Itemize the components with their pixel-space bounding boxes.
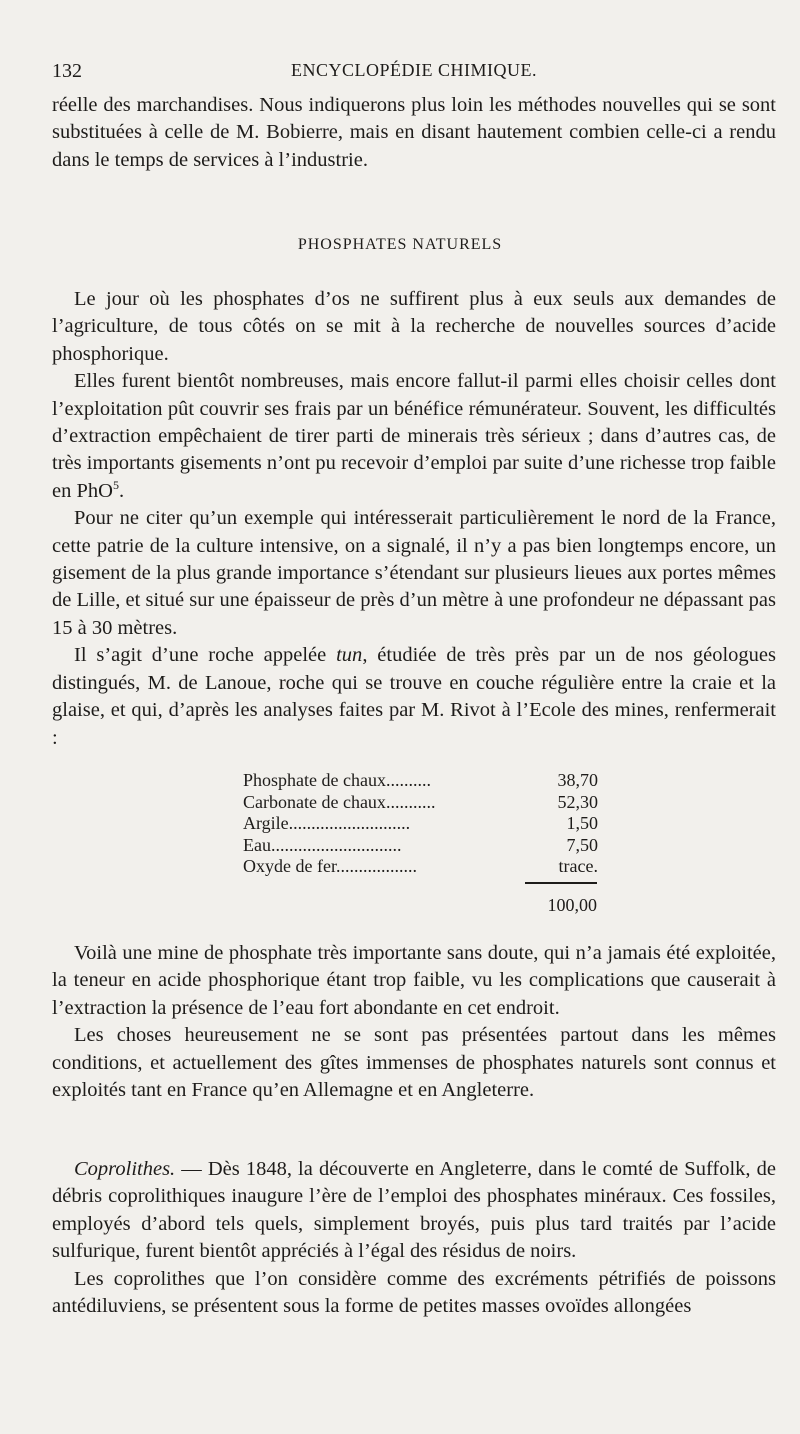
analysis-value: 7,50 (566, 834, 598, 855)
body-section-3 (52, 1156, 776, 1320)
paragraph-3: Pour ne citer qu’un exemple qui intéresserait particulièrement le nord de la France, cette patrie de la culture intensive, on a signalé, il n’y a pas bien longtemps encore, un gisement de la plus grande importance s’étendant sur plusieurs lieues aux portes mêmes de Lille, et situé sur une épaisseur de près d’un mètre à une profondeur ne dépassant pas 15 à 30 mètres. (52, 507, 776, 639)
paragraph-6: Les choses heureusement ne se sont pas présentées partout dans les mêmes conditions, et actuellement des gîtes immenses de phosphates naturels sont connus et exploités tant en France qu’en Allemagne et en Angleterre. (52, 1024, 776, 1102)
paragraph-2-end: . (118, 479, 125, 502)
analysis-table (243, 770, 598, 878)
analysis-row (243, 856, 598, 878)
paragraph-2-text: Elles furent bientôt nombreuses, mais encore fallut-il parmi elles choisir celles dont l’exploitation pût couvrir ses frais par un bénéfice rémunérateur. Souvent, les difficultés d’extraction empêchaient de tirer parti de minerais très sérieux ; dans d’autres cas, de très importants gisements n’ont pu recevoir d’emploi par suite d’une richesse trop faible en PhO (52, 370, 776, 502)
analysis-label: Argile........................... (243, 813, 411, 834)
page-number: 132 (52, 60, 82, 82)
running-title: ENCYCLOPÉDIE CHIMIQUE. (291, 60, 537, 80)
coprolithes-text: — Dès 1848, la découverte en Angleterre, dans le comté de Suffolk, de débris coprolithiques inaugure l’ère de l’emploi des phosphates minéraux. Ces fossiles, employés d’abord tels quels, simplement broyés, puis plus tard traités par l’acide sulfurique, furent bientôt appréciés à l’égal des résidus de noirs. (52, 1158, 776, 1263)
analysis-value: 1,50 (566, 813, 598, 834)
sum-rule (525, 882, 597, 884)
body-section-2 (52, 940, 776, 1104)
analysis-label: Eau............................. (243, 834, 402, 855)
paragraph-4 (52, 642, 776, 752)
analysis-value: trace. (558, 856, 598, 877)
analysis-value: 52,30 (557, 791, 598, 812)
coprolithes-last-paragraph: Les coprolithes que l’on considère comme des excréments pétrifiés de poissons antédiluviens, se présentent sous la forme de petites masses ovoïdes allongées (52, 1267, 776, 1318)
analysis-label: Carbonate de chaux........... (243, 791, 436, 812)
analysis-row (243, 813, 598, 835)
tun-word: tun (336, 644, 363, 667)
coprolithes-paragraph (52, 1156, 776, 1266)
tun-after: , étudiée de très près par un de nos géologues distingués, M. de Lanoue, roche qui se trouve en couche régulière entre la craie et la glaise, et qui, d’après les analyses faites par M. Rivot à l’Ecole des mines, renfermerait : (52, 644, 776, 749)
section-title: PHOSPHATES NATURELS (297, 236, 503, 253)
paragraph-2 (52, 368, 776, 505)
analysis-row (243, 770, 598, 792)
analysis-total: 100,00 (547, 895, 597, 915)
body-section-1 (52, 286, 776, 752)
intro-text: réelle des marchandises. Nous indiquerons plus loin les méthodes nouvelles qui se sont substituées à celle de M. Bobierre, mais en disant hautement combien celle-ci a rendu dans le temps de services à l’industrie. (52, 94, 776, 171)
tun-before: Il s’agit d’une roche appelée (74, 644, 337, 667)
page-header (52, 60, 776, 88)
analysis-value: 38,70 (557, 770, 598, 790)
analysis-label: Oxyde de fer.................. (243, 856, 417, 877)
analysis-row (243, 835, 598, 857)
paragraph-1: Le jour où les phosphates d’os ne suffirent plus à eux seuls aux demandes de l’agriculture, de tous côtés on se mit à la recherche de nouvelles sources d’acide phosphorique. (52, 288, 776, 365)
paragraph-5: Voilà une mine de phosphate très importante sans doute, qui n’a jamais été exploitée, la teneur en acide phosphorique étant trop faible, vu les complications que causerait à l’extraction la présence de l’eau fort abondante en cet endroit. (52, 942, 776, 1019)
analysis-label: Phosphate de chaux.......... (243, 770, 431, 790)
paragraph-2-superscript: 5 (112, 478, 119, 493)
analysis-row (243, 792, 598, 814)
intro-paragraph (52, 92, 776, 174)
coprolithes-heading: Coprolithes. (74, 1158, 176, 1180)
